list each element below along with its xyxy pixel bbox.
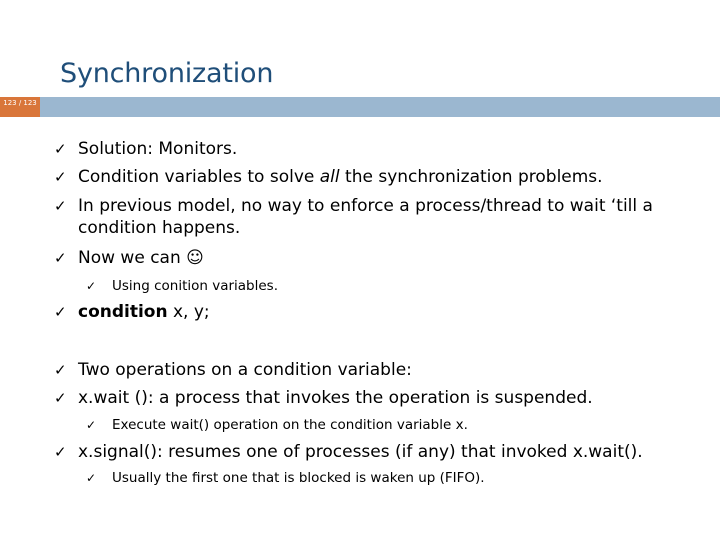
checkmark-icon: ✓ [54,303,67,321]
bullet-text: Two operations on a condition variable: [78,360,412,380]
checkmark-icon: ✓ [54,361,67,379]
checkmark-icon: ✓ [86,279,97,293]
sub-bullet-text: Usually the first one that is blocked is waken up (FIFO). [112,470,485,486]
bullet-text: Now we can ☺ [78,248,204,268]
keyword-condition: condition [78,302,168,322]
checkmark-icon: ✓ [86,471,97,485]
bullet-text: Solution: Monitors. [78,139,238,159]
sub-bullet-item [86,277,672,295]
checkmark-icon: ✓ [54,197,67,215]
checkmark-icon: ✓ [54,249,67,267]
bullet-item [54,138,688,160]
bullet-text: Condition variables to solve all the synchronization problems. [78,167,603,187]
checkmark-icon: ✓ [54,389,67,407]
bullet-item [54,166,688,188]
bullet-text: x.signal(): resumes one of processes (if any) that invoked x.wait(). [78,442,643,462]
bullet-item [54,247,688,269]
slide-title: Synchronization [60,58,274,89]
bullet-item [54,441,688,463]
bullet-text: In previous model, no way to enforce a process/thread to wait ‘till a condition happens. [78,196,653,238]
bullet-item [54,359,688,381]
emphasis-text: all [319,167,340,187]
sub-bullet-text: Execute wait() operation on the condition variable x. [112,417,468,433]
sub-bullet-item [86,416,672,434]
bullet-text: condition x, y; [78,302,210,322]
checkmark-icon: ✓ [54,443,67,461]
bullet-item [54,301,688,323]
slide-number: 123 / 123 [0,97,40,117]
checkmark-icon: ✓ [54,140,67,158]
sub-bullet-item [86,469,672,487]
checkmark-icon: ✓ [86,418,97,432]
bullet-item [54,195,688,239]
bullet-item [54,387,688,409]
sub-bullet-text: Using conition variables. [112,278,279,294]
bullet-text: x.wait (): a process that invokes the operation is suspended. [78,388,593,408]
checkmark-icon: ✓ [54,168,67,186]
